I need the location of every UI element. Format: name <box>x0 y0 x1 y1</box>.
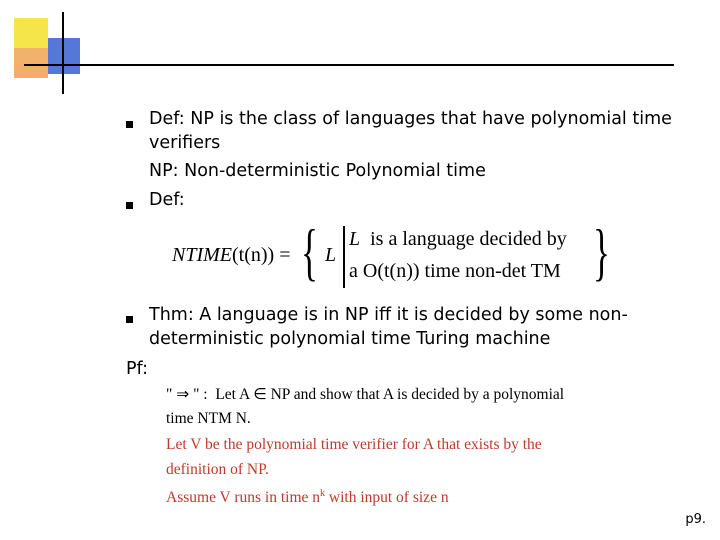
formula-lhs-arg: (t(n)) = <box>232 244 291 266</box>
thm-line2: deterministic polynomial time Turing machine <box>149 329 551 349</box>
proof-line3: Let V be the polynomial time verifier for A that exists by the <box>166 436 542 453</box>
proof-line5 <box>166 488 449 507</box>
proof-label: Pf: <box>126 359 148 379</box>
def-np-line2: verifiers <box>149 133 221 153</box>
decor-horizontal-rule <box>24 64 674 66</box>
proof-line5-post: with input of size n <box>325 489 449 507</box>
proof-line2: time NTM N. <box>166 410 251 427</box>
decor-yellow-square <box>14 18 48 48</box>
proof-line5-pre: Assume V runs in time n <box>166 489 321 507</box>
formula-cond-var: L <box>349 228 361 250</box>
bullet-marker <box>126 121 133 128</box>
proof-direction: " ⇒ " : <box>166 386 208 403</box>
bullet-marker <box>126 316 133 323</box>
decor-blue-square <box>48 38 80 74</box>
formula-lhs <box>172 244 290 267</box>
page-number: p9. <box>685 512 706 527</box>
proof-line1 <box>166 385 564 404</box>
formula-set-var: L <box>325 244 337 266</box>
formula-left-brace: { <box>301 216 318 287</box>
formula-lhs-fn: NTIME <box>172 244 232 266</box>
bullet-marker <box>126 202 133 209</box>
formula-cond-line1 <box>349 228 567 251</box>
def-label: Def: <box>149 190 185 210</box>
thm-line1: Thm: A language is in NP iff it is decided by some non- <box>149 305 628 325</box>
proof-line4: definition of NP. <box>166 461 269 478</box>
formula-cond-text: is a language decided by <box>370 228 567 250</box>
decor-vertical-line <box>62 12 64 94</box>
def-np-line1: Def: NP is the class of languages that have polynomial time <box>149 109 672 129</box>
formula-divider <box>343 226 345 288</box>
formula-cond-line2: a O(t(n)) time non-det TM <box>349 260 561 282</box>
formula-right-brace: } <box>593 216 610 287</box>
proof-line5-sup: k <box>320 488 326 499</box>
proof-line1-text: Let A ∈ NP and show that A is decided by a polynomial <box>215 386 565 403</box>
np-expansion: NP: Non-deterministic Polynomial time <box>149 161 486 181</box>
